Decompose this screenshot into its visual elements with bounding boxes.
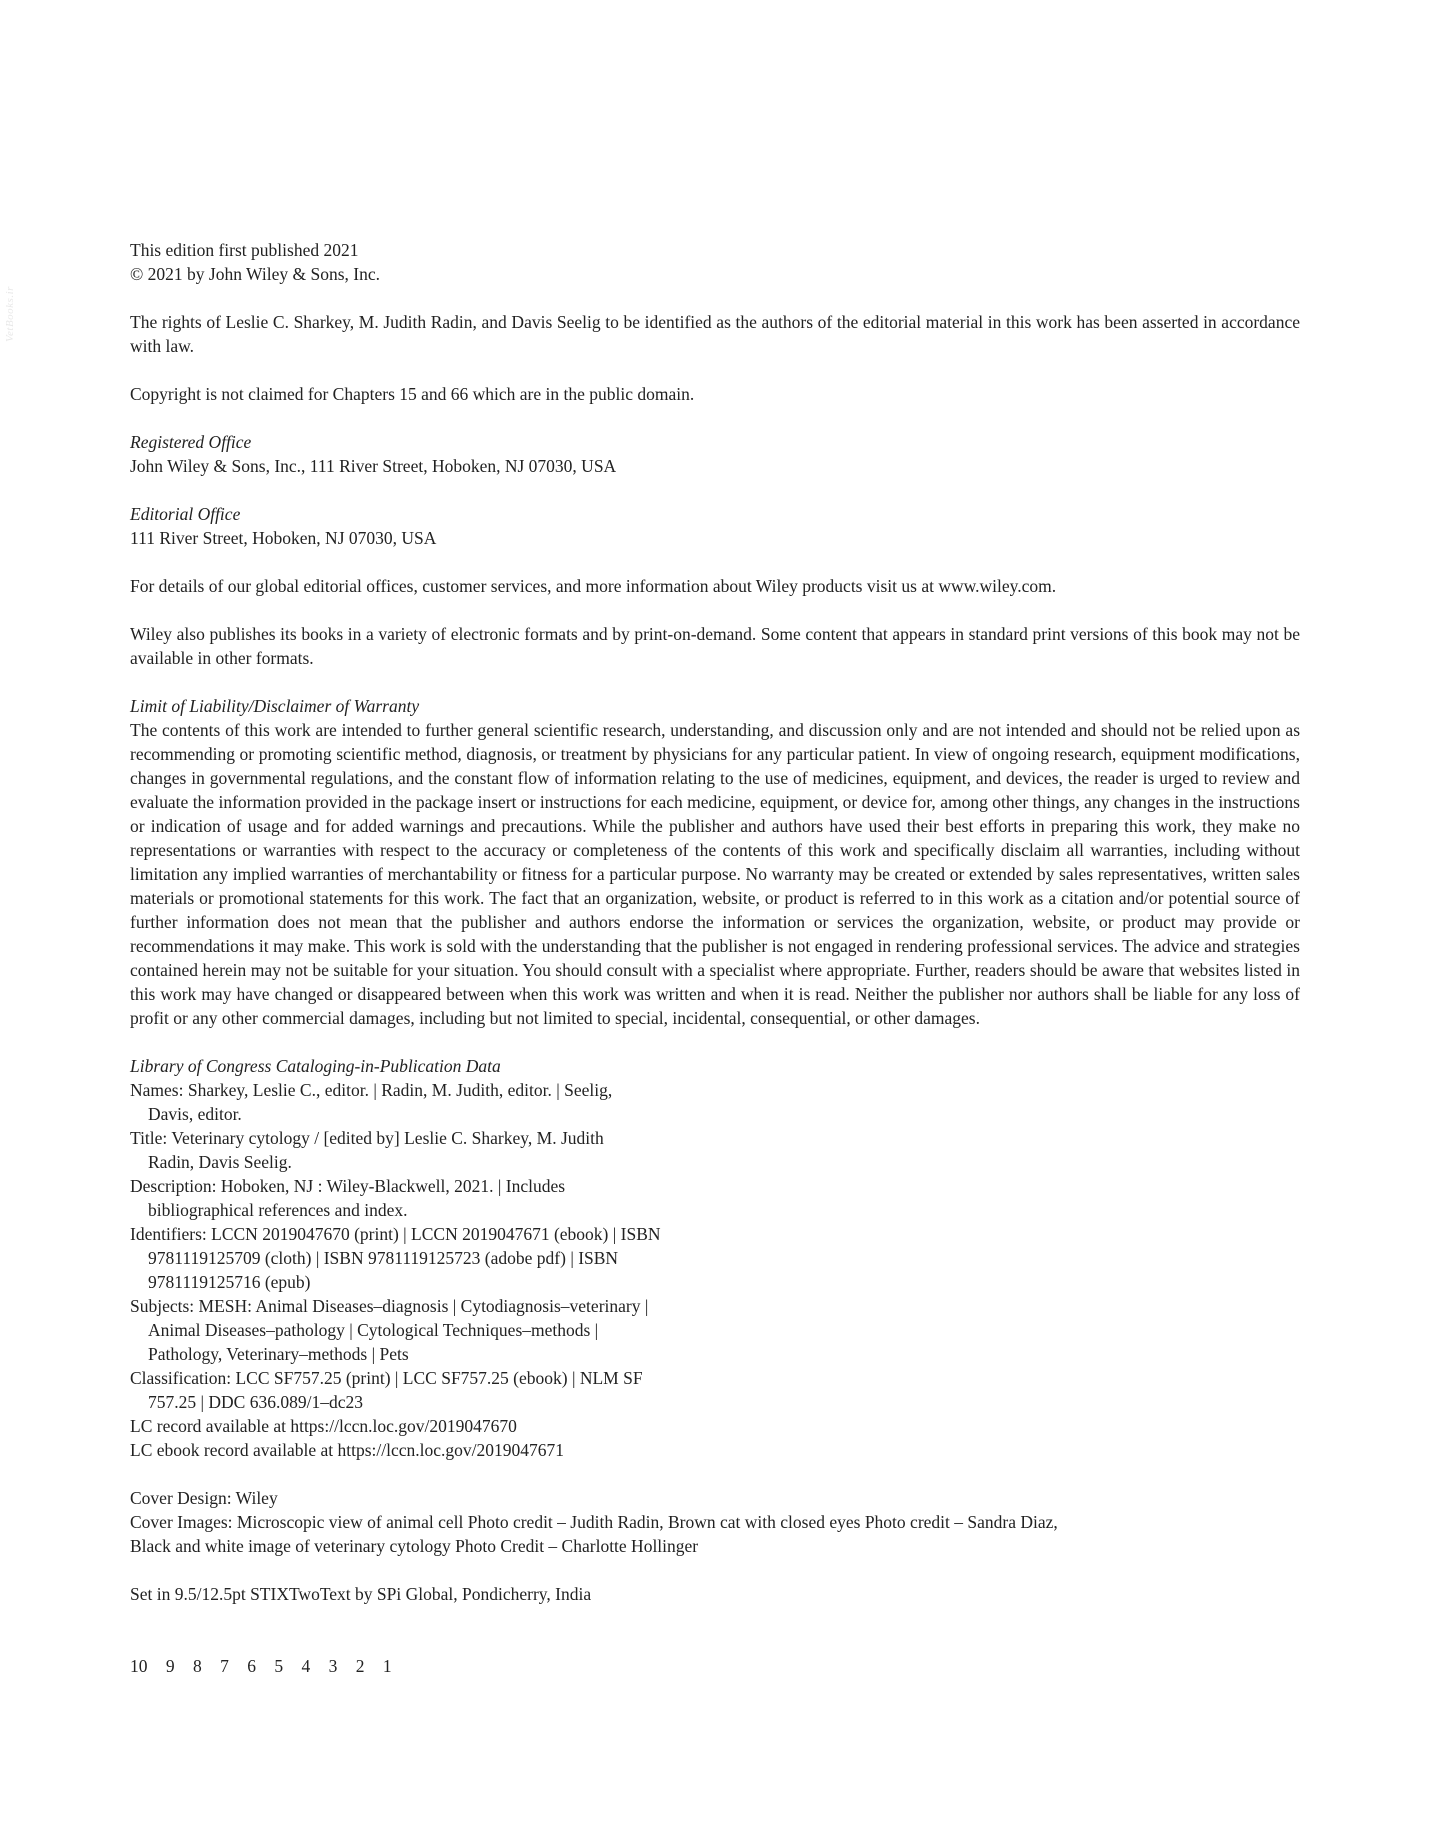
cip-subjects-cont-1: Animal Diseases–pathology | Cytological Techniques–methods | (148, 1320, 599, 1340)
typeset-line: Set in 9.5/12.5pt STIXTwoText by SPi Global, Pondicherry, India (130, 1584, 592, 1604)
editorial-office-heading: Editorial Office (130, 504, 241, 524)
liability-paragraph: The contents of this work are intended to further general scientific research, understanding, and discussion only and are not intended and should not be relied upon as recommending or promoting scientific method, diagnosis, or treatment by physicians for any particular patient. In view of ongoing research, equipment modifications, changes in governmental regulations, and the constant flow of information relating to the use of medicines, equipment, and devices, the reader is urged to review and evaluate the information provided in the package insert or instructions for each medicine, equipment, or device for, among other things, any changes in the instructions or indication of usage and for added warnings and precautions. While the publisher and authors have used their best efforts in preparing this work, they make no representations or warranties with respect to the accuracy or completeness of the contents of this work and specifically disclaim all warranties, including without limitation any implied warranties of merchantability or fitness for a particular purpose. No warranty may be created or extended by sales representatives, written sales materials or promotional statements for this work. The fact that an organization, website, or product is referred to in this work as a citation and/or potential source of further information does not mean that the publisher and authors endorse the information or services the organization, website, or product may provide or recommendations it may make. This work is sold with the understanding that the publisher is not engaged in rendering professional services. The advice and strategies contained herein may not be suitable for your situation. You should consult with a specialist where appropriate. Further, readers should be aware that websites listed in this work may have changed or disappeared between when this work was written and when it is read. Neither the publisher nor authors shall be liable for any loss of profit or any other commercial damages, including but not limited to special, incidental, consequential, or other damages. (130, 720, 1300, 1028)
formats-paragraph: Wiley also publishes its books in a variety of electronic formats and by print-on-demand. Some content that appears in standard print versions of this book may not be available in other formats. (130, 624, 1300, 668)
copyright-note-block (130, 382, 1300, 406)
liability-heading: Limit of Liability/Disclaimer of Warranty (130, 696, 420, 716)
formats-block (130, 622, 1300, 670)
cip-identifiers-cont-2: 9781119125716 (epub) (148, 1272, 311, 1292)
rights-block (130, 310, 1300, 358)
registered-office-address: John Wiley & Sons, Inc., 111 River Street, Hoboken, NJ 07030, USA (130, 456, 617, 476)
watermark-text: VetBooks.ir (4, 286, 16, 342)
printing-numbers: 10 9 8 7 6 5 4 3 2 1 (130, 1656, 392, 1676)
cip-names-cont: Davis, editor. (148, 1104, 242, 1124)
cip-heading: Library of Congress Cataloging-in-Publication Data (130, 1056, 501, 1076)
cip-subjects: Subjects: MESH: Animal Diseases–diagnosis | Cytodiagnosis–veterinary | (130, 1296, 649, 1316)
cip-lc-ebook-record: LC ebook record available at https://lccn.loc.gov/2019047671 (130, 1440, 564, 1460)
cover-images-line-2: Black and white image of veterinary cytology Photo Credit – Charlotte Hollinger (130, 1536, 699, 1556)
cip-identifiers: Identifiers: LCCN 2019047670 (print) | LCCN 2019047671 (ebook) | ISBN (130, 1224, 661, 1244)
cip-names: Names: Sharkey, Leslie C., editor. | Radin, M. Judith, editor. | Seelig, (130, 1080, 613, 1100)
cip-identifiers-cont-1: 9781119125709 (cloth) | ISBN 9781119125723 (adobe pdf) | ISBN (148, 1248, 619, 1268)
details-block (130, 574, 1300, 598)
cip-block (130, 1054, 1300, 1462)
cip-title: Title: Veterinary cytology / [edited by] Leslie C. Sharkey, M. Judith (130, 1128, 604, 1148)
first-published-line: This edition first published 2021 (130, 240, 359, 260)
details-paragraph: For details of our global editorial offices, customer services, and more information about Wiley products visit us at www.wiley.com. (130, 576, 1057, 596)
cip-classification: Classification: LCC SF757.25 (print) | LCC SF757.25 (ebook) | NLM SF (130, 1368, 643, 1388)
copyright-line: © 2021 by John Wiley & Sons, Inc. (130, 264, 380, 284)
liability-block (130, 694, 1300, 1030)
copyright-note: Copyright is not claimed for Chapters 15 and 66 which are in the public domain. (130, 384, 695, 404)
cip-subjects-cont-2: Pathology, Veterinary–methods | Pets (148, 1344, 409, 1364)
registered-office-heading: Registered Office (130, 432, 252, 452)
cip-classification-cont: 757.25 | DDC 636.089/1–dc23 (148, 1392, 363, 1412)
cip-description-cont: bibliographical references and index. (148, 1200, 408, 1220)
cover-images-line-1: Cover Images: Microscopic view of animal cell Photo credit – Judith Radin, Brown cat with closed eyes Photo credit – Sandra Diaz, (130, 1512, 1058, 1532)
copyright-page (130, 238, 1300, 1678)
edition-block (130, 238, 1300, 286)
registered-office-block (130, 430, 1300, 478)
editorial-office-address: 111 River Street, Hoboken, NJ 07030, USA (130, 528, 437, 548)
cip-title-cont: Radin, Davis Seelig. (148, 1152, 292, 1172)
editorial-office-block (130, 502, 1300, 550)
cip-description: Description: Hoboken, NJ : Wiley-Blackwell, 2021. | Includes (130, 1176, 566, 1196)
cover-design: Cover Design: Wiley (130, 1488, 278, 1508)
cip-lc-record: LC record available at https://lccn.loc.gov/2019047670 (130, 1416, 517, 1436)
typeset-block (130, 1582, 1300, 1606)
cover-block (130, 1486, 1300, 1558)
rights-paragraph: The rights of Leslie C. Sharkey, M. Judith Radin, and Davis Seelig to be identified as the authors of the editorial material in this work has been asserted in accordance with law. (130, 312, 1300, 356)
